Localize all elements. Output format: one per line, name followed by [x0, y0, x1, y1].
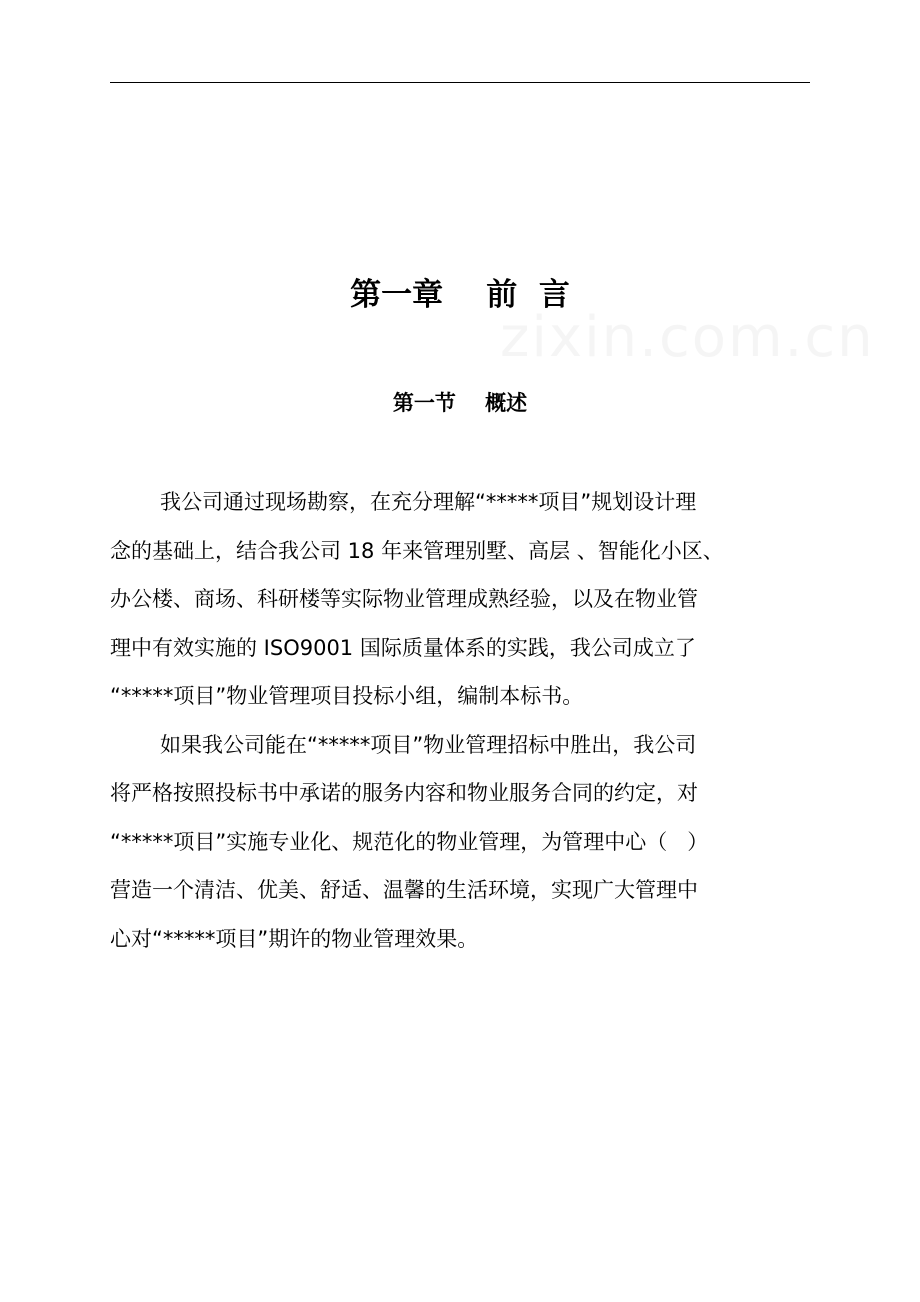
paragraph-line: 念的基础上，结合我公司 18 年来管理别墅、高层 、智能化小区、	[110, 538, 724, 563]
section-title: 第一节 概述	[392, 391, 528, 415]
paragraph-line: 将严格按照投标书中承诺的服务内容和物业服务合同的约定，对	[110, 781, 698, 805]
paragraph-line: 理中有效实施的 ISO9001 国际质量体系的实践，我公司成立了	[110, 635, 696, 660]
paragraph-line: 如果我公司能在“*****项目”物业管理招标中胜出，我公司	[160, 732, 697, 757]
chapter-title: 第一章 前 言	[350, 277, 570, 313]
header-rule	[110, 82, 810, 83]
paragraph-line: “*****项目”物业管理项目投标小组，编制本标书。	[110, 684, 584, 708]
paragraph-2	[110, 721, 810, 964]
paragraph-line: 我公司通过现场勘察，在充分理解“*****项目”规划设计理	[160, 490, 697, 514]
watermark-text: zixin.com.cn	[500, 305, 875, 370]
paragraph-1	[110, 478, 810, 721]
paragraph-line: 心对“*****项目”期许的物业管理效果。	[110, 926, 479, 951]
paragraph-line: 营造一个清洁、优美、舒适、温馨的生活环境，实现广大管理中	[110, 878, 698, 902]
paragraph-line: 办公楼、商场、科研楼等实际物业管理成熟经验，以及在物业管	[110, 587, 698, 611]
paragraph-line: “*****项目”实施专业化、规范化的物业管理，为管理中心（ ）	[110, 829, 709, 854]
body-text	[110, 478, 810, 963]
